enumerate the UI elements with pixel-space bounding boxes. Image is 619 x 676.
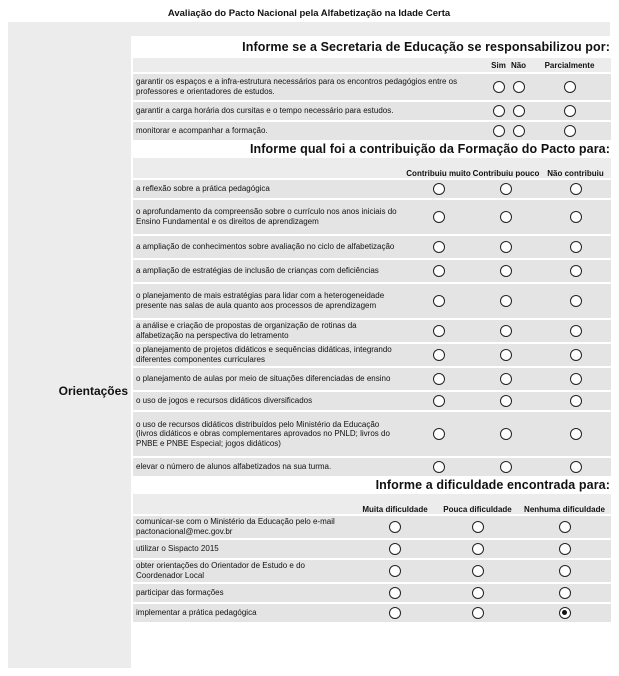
radio-parcialmente[interactable]	[564, 105, 576, 117]
question-text: o uso de jogos e recursos didáticos diversificados	[133, 392, 405, 410]
header-spacer	[133, 494, 353, 514]
radio-contribuiu-muito[interactable]	[433, 349, 445, 361]
question-text: o aprofundamento da compreensão sobre o currículo nos anos iniciais do Ensino Fundamental e os direitos de aprendizagem	[133, 200, 405, 234]
radio-nao-contribuiu[interactable]	[570, 325, 582, 337]
radio-sim[interactable]	[493, 125, 505, 137]
radio-nao-contribuiu[interactable]	[570, 183, 582, 195]
table-row	[133, 584, 611, 602]
question-text: garantir a carga horária dos cursitas e o tempo necessário para estudos.	[133, 102, 488, 120]
radio-contribuiu-pouco[interactable]	[500, 183, 512, 195]
column-header: Pouca dificuldade	[437, 494, 518, 514]
question-text: o planejamento de mais estratégias para lidar com a heterogeneidade presente nas salas de aula quanto aos processos de aprendizagem	[133, 284, 405, 318]
table-dificuldade	[133, 492, 611, 624]
table-row	[133, 560, 611, 582]
section-heading-dificuldade: Informe a dificuldade encontrada para:	[133, 478, 611, 492]
radio-pouca-dificuldade[interactable]	[472, 607, 484, 619]
radio-contribuiu-pouco[interactable]	[500, 349, 512, 361]
section-label-orientacoes: Orientações	[58, 384, 128, 398]
question-text: elevar o número de alunos alfabetizados na sua turma.	[133, 458, 405, 476]
radio-contribuiu-muito[interactable]	[433, 373, 445, 385]
question-text: a ampliação de estratégias de inclusão de crianças com deficiências	[133, 260, 405, 282]
radio-contribuiu-muito[interactable]	[433, 241, 445, 253]
table-row	[133, 516, 611, 538]
column-header: Contribuiu muito	[405, 158, 472, 178]
radio-contribuiu-pouco[interactable]	[500, 241, 512, 253]
table-row	[133, 540, 611, 558]
radio-pouca-dificuldade[interactable]	[472, 587, 484, 599]
radio-contribuiu-muito[interactable]	[433, 325, 445, 337]
table-row	[133, 412, 611, 456]
radio-contribuiu-pouco[interactable]	[500, 428, 512, 440]
table-row	[133, 604, 611, 622]
table-secretaria	[133, 56, 611, 142]
radio-nao[interactable]	[513, 125, 525, 137]
radio-contribuiu-pouco[interactable]	[500, 395, 512, 407]
question-text: comunicar-se com o Ministério da Educação pelo e-mail pactonacional@mec.gov.br	[133, 516, 353, 538]
column-header: Não	[509, 58, 528, 72]
radio-contribuiu-pouco[interactable]	[500, 461, 512, 473]
radio-sim[interactable]	[493, 105, 505, 117]
radio-nao[interactable]	[513, 81, 525, 93]
table-row	[133, 320, 611, 342]
radio-contribuiu-pouco[interactable]	[500, 295, 512, 307]
radio-contribuiu-pouco[interactable]	[500, 373, 512, 385]
table-row	[133, 200, 611, 234]
radio-contribuiu-muito[interactable]	[433, 211, 445, 223]
question-text: utilizar o Sispacto 2015	[133, 540, 353, 558]
radio-nenhuma-dificuldade[interactable]	[559, 543, 571, 555]
radio-nenhuma-dificuldade[interactable]	[559, 565, 571, 577]
radio-contribuiu-muito[interactable]	[433, 428, 445, 440]
column-header: Muita dificuldade	[353, 494, 437, 514]
column-header: Não contribuiu	[540, 158, 611, 178]
question-text: a análise e criação de propostas de organização de rotinas da alfabetização na perspectiva do letramento	[133, 320, 405, 342]
question-text: o planejamento de aulas por meio de situações diferenciadas de ensino	[133, 368, 405, 390]
question-text: monitorar e acompanhar a formação.	[133, 122, 488, 140]
table-row	[133, 260, 611, 282]
radio-nao-contribuiu[interactable]	[570, 295, 582, 307]
radio-nao-contribuiu[interactable]	[570, 211, 582, 223]
radio-nao-contribuiu[interactable]	[570, 395, 582, 407]
radio-nao-contribuiu[interactable]	[570, 349, 582, 361]
table-row	[133, 458, 611, 476]
table-contribuicao	[133, 156, 611, 478]
table-row	[133, 102, 611, 120]
radio-nao-contribuiu[interactable]	[570, 265, 582, 277]
radio-pouca-dificuldade[interactable]	[472, 521, 484, 533]
left-column	[8, 36, 131, 668]
radio-contribuiu-pouco[interactable]	[500, 265, 512, 277]
table-row	[133, 284, 611, 318]
radio-nao-contribuiu[interactable]	[570, 461, 582, 473]
radio-nao-contribuiu[interactable]	[570, 428, 582, 440]
radio-nenhuma-dificuldade-selected[interactable]	[559, 607, 571, 619]
radio-pouca-dificuldade[interactable]	[472, 543, 484, 555]
radio-contribuiu-muito[interactable]	[433, 265, 445, 277]
column-header: Sim	[488, 58, 509, 72]
radio-contribuiu-pouco[interactable]	[500, 211, 512, 223]
column-header: Parcialmente	[528, 58, 611, 72]
radio-contribuiu-muito[interactable]	[433, 295, 445, 307]
radio-parcialmente[interactable]	[564, 81, 576, 93]
radio-muita-dificuldade[interactable]	[389, 607, 401, 619]
radio-nao[interactable]	[513, 105, 525, 117]
radio-contribuiu-muito[interactable]	[433, 461, 445, 473]
question-text: a ampliação de conhecimentos sobre avaliação no ciclo de alfabetização	[133, 236, 405, 258]
question-text: participar das formações	[133, 584, 353, 602]
radio-nenhuma-dificuldade[interactable]	[559, 521, 571, 533]
radio-nao-contribuiu[interactable]	[570, 241, 582, 253]
table-row	[133, 368, 611, 390]
question-text: o uso de recursos didáticos distribuídos pelo Ministério da Educação (livros didáticos e obras complementares aprovados no PNLD; livros do PNBE e PNBE Especial; jogos didáticos)	[133, 412, 405, 456]
radio-nao-contribuiu[interactable]	[570, 373, 582, 385]
question-text: o planejamento de projetos didáticos e sequências didáticas, integrando diferentes componentes curriculares	[133, 344, 405, 366]
table-row	[133, 344, 611, 366]
radio-contribuiu-muito[interactable]	[433, 183, 445, 195]
radio-muita-dificuldade[interactable]	[389, 521, 401, 533]
main-content	[133, 36, 611, 624]
radio-contribuiu-muito[interactable]	[433, 395, 445, 407]
section-heading-secretaria: Informe se a Secretaria de Educação se responsabilizou por:	[133, 39, 611, 56]
radio-parcialmente[interactable]	[564, 125, 576, 137]
radio-sim[interactable]	[493, 81, 505, 93]
radio-muita-dificuldade[interactable]	[389, 565, 401, 577]
header-spacer	[133, 158, 405, 178]
column-header: Nenhuma dificuldade	[518, 494, 611, 514]
radio-nenhuma-dificuldade[interactable]	[559, 587, 571, 599]
table-row	[133, 180, 611, 198]
question-text: obter orientações do Orientador de Estudo e do Coordenador Local	[133, 560, 353, 582]
table-row	[133, 74, 611, 100]
table-row	[133, 236, 611, 258]
radio-contribuiu-pouco[interactable]	[500, 325, 512, 337]
section-heading-contribuicao: Informe qual foi a contribuição da Formação do Pacto para:	[133, 142, 611, 156]
question-text: garantir os espaços e a infra-estrutura necessários para os encontros pedagógios entre os professores e orientadores de estudos.	[133, 74, 488, 100]
question-text: implementar a prática pedagógica	[133, 604, 353, 622]
radio-pouca-dificuldade[interactable]	[472, 565, 484, 577]
table-row	[133, 392, 611, 410]
table-row	[133, 122, 611, 140]
header-spacer	[133, 58, 488, 72]
radio-muita-dificuldade[interactable]	[389, 587, 401, 599]
radio-muita-dificuldade[interactable]	[389, 543, 401, 555]
column-header: Contribuiu pouco	[472, 158, 540, 178]
question-text: a reflexão sobre a prática pedagógica	[133, 180, 405, 198]
top-strip	[8, 22, 610, 36]
page-title: Avaliação do Pacto Nacional pela Alfabetização na Idade Certa	[167, 7, 451, 19]
